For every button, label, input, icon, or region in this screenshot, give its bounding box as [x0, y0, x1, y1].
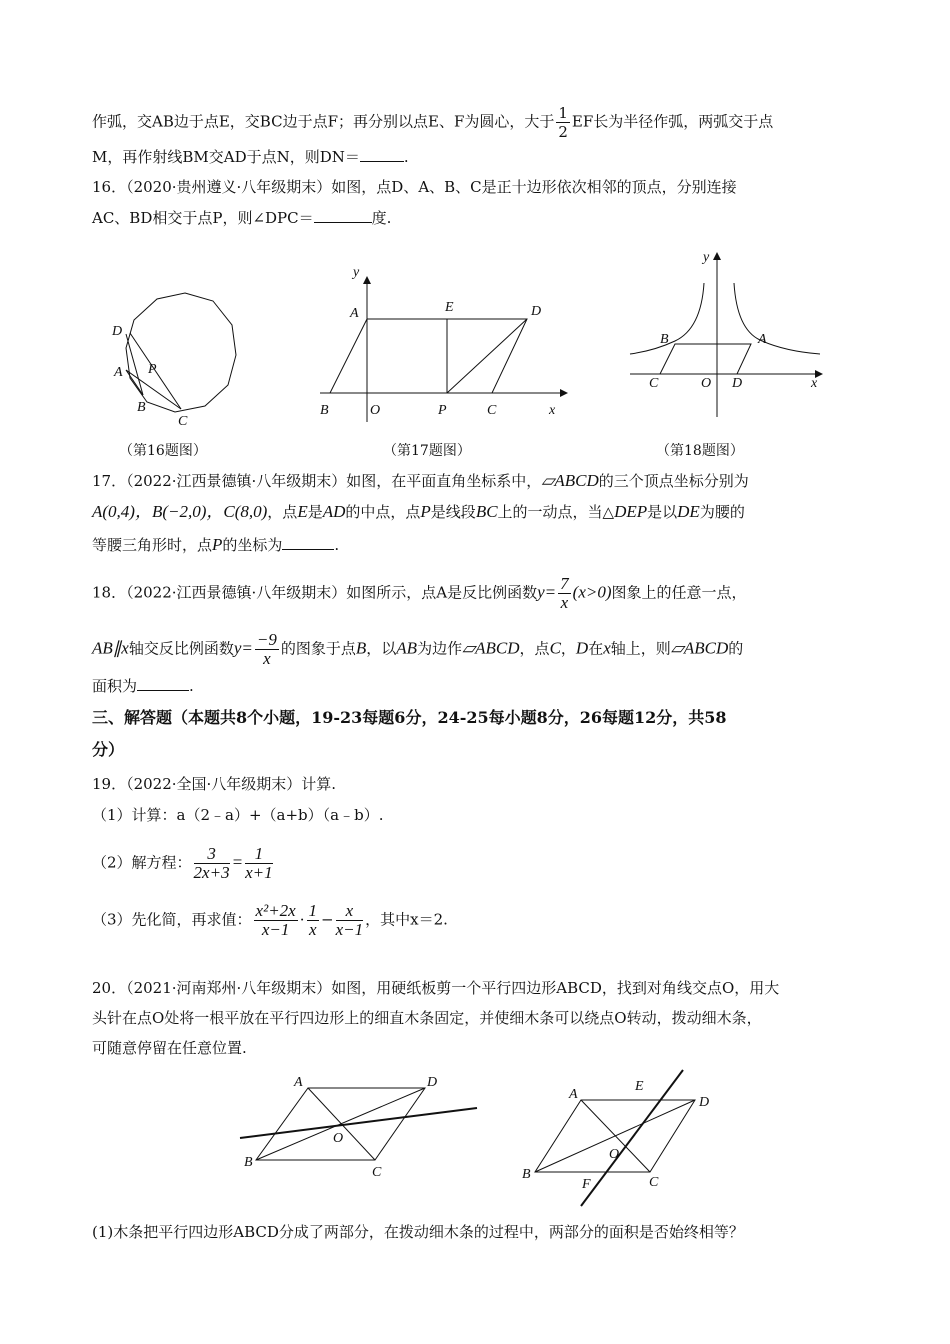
label-o: O — [333, 1131, 344, 1146]
caption-17: （第17题图） — [383, 443, 471, 459]
q20-line1: 20．（2021·河南郑州·八年级期末）如图，用硬纸板剪一个平行四边形ABCD，找到对角线交点O，用大 — [92, 979, 780, 997]
answer-blank — [314, 208, 372, 223]
label-d: D — [112, 324, 123, 339]
side-ab — [126, 370, 143, 395]
q19-part3: （3）先化简，再求值： $\frac{\text{x²+2x}}{x-1}$ · $\frac{1}{x}$ − $\frac{x}{x-1}$ ，其中x＝2. — [92, 901, 448, 939]
y-axis-arrow — [713, 252, 721, 260]
figure-18-hyperbola — [620, 245, 830, 425]
label-o: O — [370, 403, 381, 418]
parallelogram-abcd — [330, 319, 527, 393]
label-d: D — [699, 1095, 710, 1110]
q17-line1: 17．（2022·江西景德镇·八年级期末）如图，在平面直角坐标系中，▱ABCD的三个顶点坐标分别为 — [92, 471, 749, 490]
fraction-7-over-x: $\frac{7}{x}$ — [560, 574, 569, 612]
caption-16: （第16题图） — [119, 443, 207, 459]
label-c: C — [487, 403, 497, 418]
label-a: A — [758, 332, 767, 347]
figure-20b-parallelogram — [515, 1058, 720, 1208]
section3-heading-line2: 分） — [92, 740, 125, 759]
label-d: D — [732, 376, 743, 391]
q19-part1: （1）计算：a（2﹣a）+（a+b）（a﹣b）. — [92, 806, 384, 824]
label-b: B — [244, 1155, 253, 1170]
figure-17-coordinate — [310, 262, 570, 432]
fraction-3-over-2x3: $\frac{3}{2x+3}$ — [193, 844, 230, 882]
q18-line2: AB∥x轴交反比例函数y= $\frac{-9}{x}$ 的图象于点B，以AB为边作▱ABCD，点C，D在x轴上，则▱ABCD的 — [92, 630, 744, 668]
q17-line2: A(0,4)，B(−2,0)，C(8,0)，点E是AD的中点，点P是线段BC上的一动点，当△DEP是以DE为腰的 — [92, 502, 745, 521]
label-p: P — [148, 362, 157, 377]
curve-y-7-over-x — [734, 283, 820, 354]
q20-line2: 头针在点O处将一根平放在平行四边形上的细直木条固定，并使细木条可以绕点O转动，拨动细木条， — [92, 1009, 762, 1027]
figure-16-decagon — [100, 285, 250, 435]
label-a: A — [114, 365, 123, 380]
label-d: D — [427, 1075, 438, 1090]
fraction-a: $\frac{\text{x²+2x}}{x-1}$ — [255, 901, 296, 939]
label-d: D — [531, 304, 542, 319]
label-y: y — [703, 250, 710, 265]
wooden-stick — [581, 1070, 683, 1206]
label-x: x — [549, 403, 556, 418]
q19-line1: 19．（2022·全国·八年级期末）计算. — [92, 775, 337, 793]
label-e: E — [445, 300, 454, 315]
answer-blank — [360, 147, 404, 162]
q20-line3: 可随意停留在任意位置. — [92, 1039, 247, 1057]
label-f: F — [582, 1177, 591, 1192]
fraction-c: $\frac{x}{x-1}$ — [335, 901, 364, 939]
q16-line2: AC、BD相交于点P，则∠DPC＝ 度. — [92, 209, 392, 227]
answer-blank — [137, 676, 189, 691]
x-axis-arrow — [560, 389, 568, 397]
label-a: A — [294, 1075, 303, 1090]
q20-subquestion-1: (1)木条把平行四边形ABCD分成了两部分，在拨动细木条的过程中，两部分的面积是否始终相等？ — [92, 1223, 744, 1241]
label-c: C — [649, 376, 659, 391]
label-b: B — [660, 332, 669, 347]
fraction-b: $\frac{1}{x}$ — [308, 901, 317, 939]
half-fraction: $\frac{1}{2}$ — [558, 104, 568, 141]
q16-line1: 16．（2020·贵州遵义·八年级期末）如图，点D、A、B、C是正十边形依次相邻的顶点，分别连接 — [92, 178, 737, 196]
y-axis-arrow — [363, 276, 371, 284]
label-c: C — [178, 414, 188, 429]
caption-18: （第18题图） — [656, 443, 744, 459]
q15-line1: 作弧，交AB边于点E，交BC边于点F；再分别以点E、F为圆心，大于 $\frac{1}{2}$ EF长为半径作弧，两弧交于点 — [92, 104, 774, 141]
label-o: O — [609, 1147, 620, 1162]
q19-part2: （2）解方程： $\frac{3}{2x+3}$ = $\frac{1}{x+1}$ — [92, 844, 273, 882]
label-c: C — [372, 1165, 382, 1180]
q18-line1: 18．（2022·江西景德镇·八年级期末）如图所示，点A是反比例函数y= $\frac{7}{x}$ (x>0)图象上的任意一点， — [92, 574, 747, 612]
label-b: B — [320, 403, 329, 418]
wooden-stick — [240, 1108, 477, 1138]
label-e: E — [635, 1079, 644, 1094]
label-a: A — [569, 1087, 578, 1102]
label-x: x — [811, 376, 818, 391]
label-y: y — [353, 265, 360, 280]
parallelogram-abcd — [660, 344, 751, 374]
label-p: P — [438, 403, 447, 418]
answer-blank — [282, 535, 334, 550]
q18-line3: 面积为 . — [92, 677, 194, 695]
label-c: C — [649, 1175, 659, 1190]
label-o: O — [701, 376, 712, 391]
label-b: B — [137, 400, 146, 415]
section3-heading-line1: 三、解答题（本题共8个小题，19-23每题6分，24-25每小题8分，26每题12分，共58 — [92, 708, 727, 727]
q15-line2: M，再作射线BM交AD于点N，则DN＝ . — [92, 148, 409, 166]
figure-20a-parallelogram — [230, 1068, 490, 1188]
label-b: B — [522, 1167, 531, 1182]
segment-pd — [447, 319, 527, 393]
fraction-neg9-over-x: $\frac{-9}{x}$ — [256, 630, 277, 668]
fraction-1-over-x1: $\frac{1}{x+1}$ — [245, 844, 273, 882]
q17-line3: 等腰三角形时，点P的坐标为 . — [92, 535, 340, 554]
label-a: A — [350, 306, 359, 321]
